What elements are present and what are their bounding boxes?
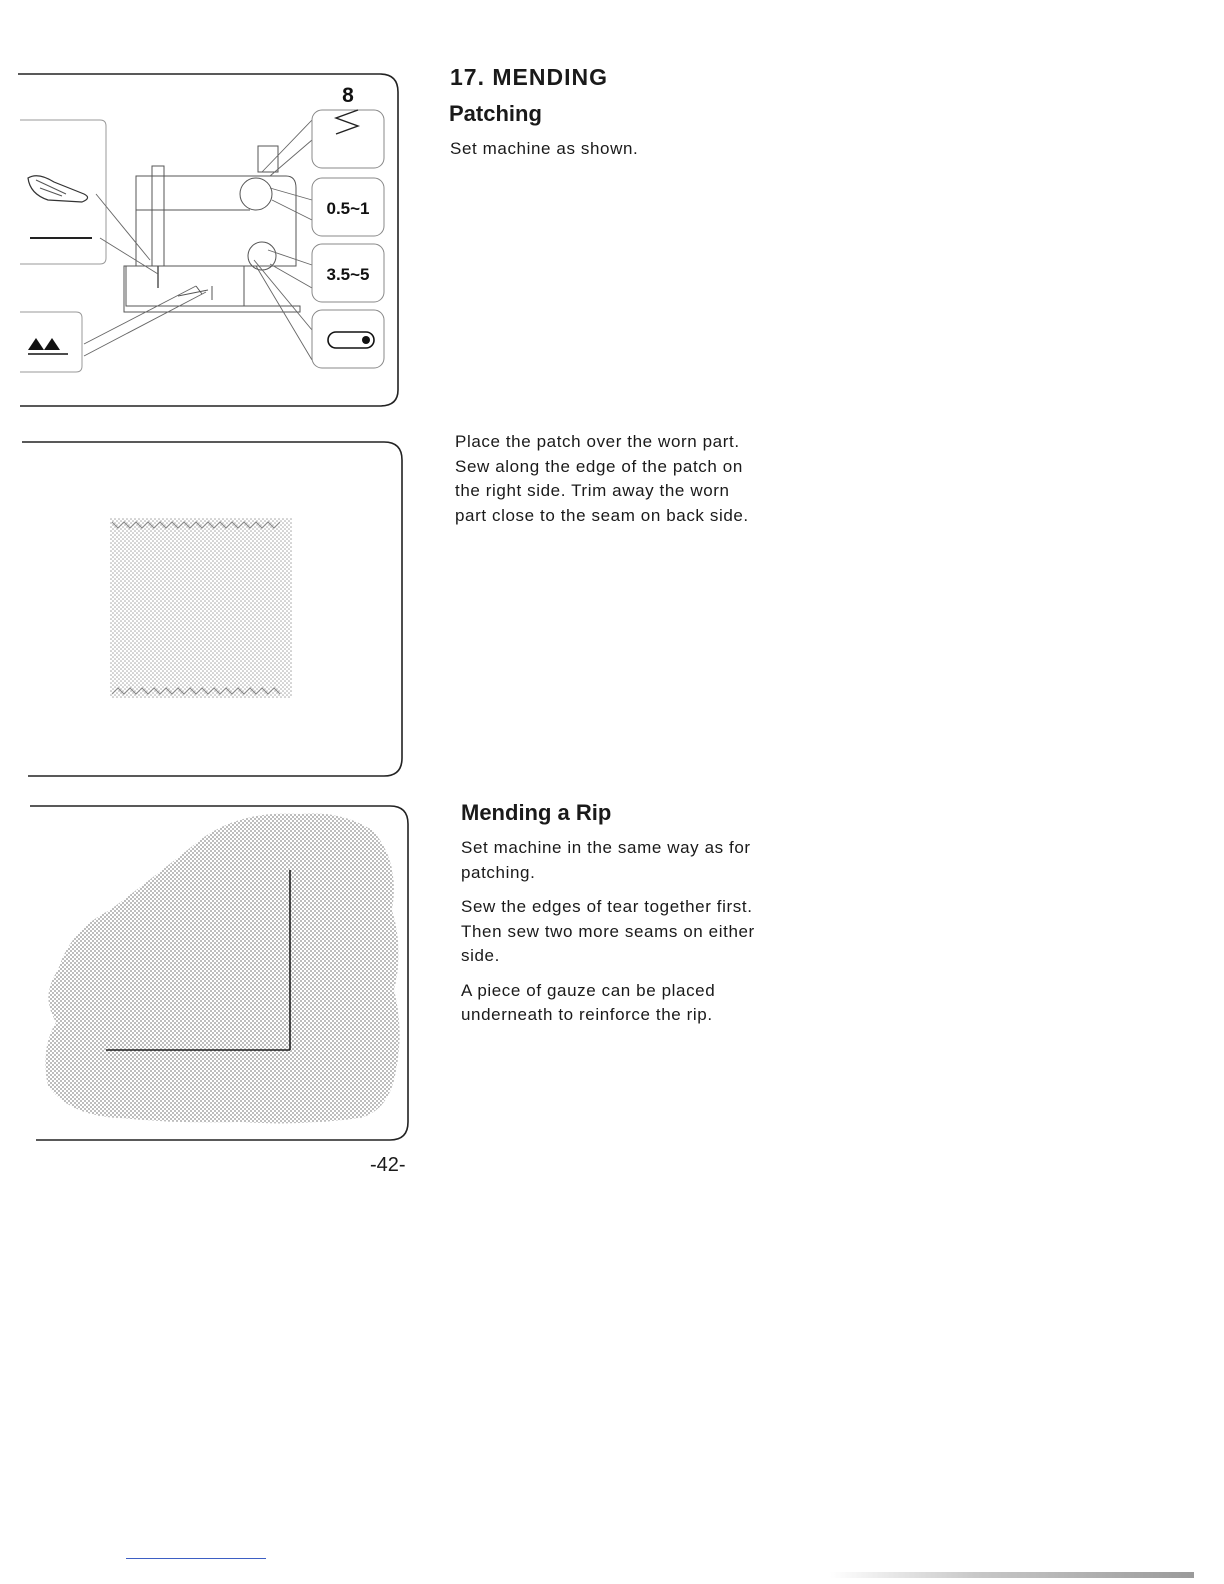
machine-setup-figure (0, 60, 420, 420)
patch-figure (0, 436, 420, 786)
sewing-machine-illustration (124, 146, 300, 312)
page-number: -42- (370, 1154, 406, 1176)
patching-heading: Patching (449, 101, 542, 126)
patching-step: Place the patch over the worn part. (455, 432, 740, 451)
scan-artifact-line (126, 1558, 266, 1559)
section-title: 17. MENDING (450, 64, 608, 90)
scan-artifact-bar (830, 1572, 1194, 1578)
mending-rip-heading: Mending a Rip (461, 800, 612, 825)
stitch-length-label: 0.5~1 (326, 199, 370, 218)
torn-fabric-illustration (45, 813, 399, 1123)
patching-intro: Set machine as shown. (450, 139, 639, 158)
patch-illustration (110, 518, 292, 698)
rip-step: Sew the edges of tear together first. (461, 897, 753, 916)
pattern-number-label: 8 (342, 84, 354, 107)
rip-step: Then sew two more seams on either side. (461, 921, 755, 965)
rip-step: A piece of gauze can be placed underneath to reinforce the rip. (461, 980, 716, 1024)
patching-step: Sew along the edge of the patch on the right side. Trim away the worn part close to the seam on back side. (455, 456, 749, 525)
patching-steps (455, 430, 765, 528)
buttonhole-lever-icon (328, 332, 374, 348)
presser-foot-icon (28, 176, 88, 202)
mending-rip-steps (461, 836, 771, 1028)
rip-figure (0, 800, 420, 1150)
feed-dog-up-icon (28, 338, 68, 354)
stitch-width-label: 3.5~5 (326, 265, 370, 284)
rip-step: Set machine in the same way as for patching. (461, 838, 751, 882)
